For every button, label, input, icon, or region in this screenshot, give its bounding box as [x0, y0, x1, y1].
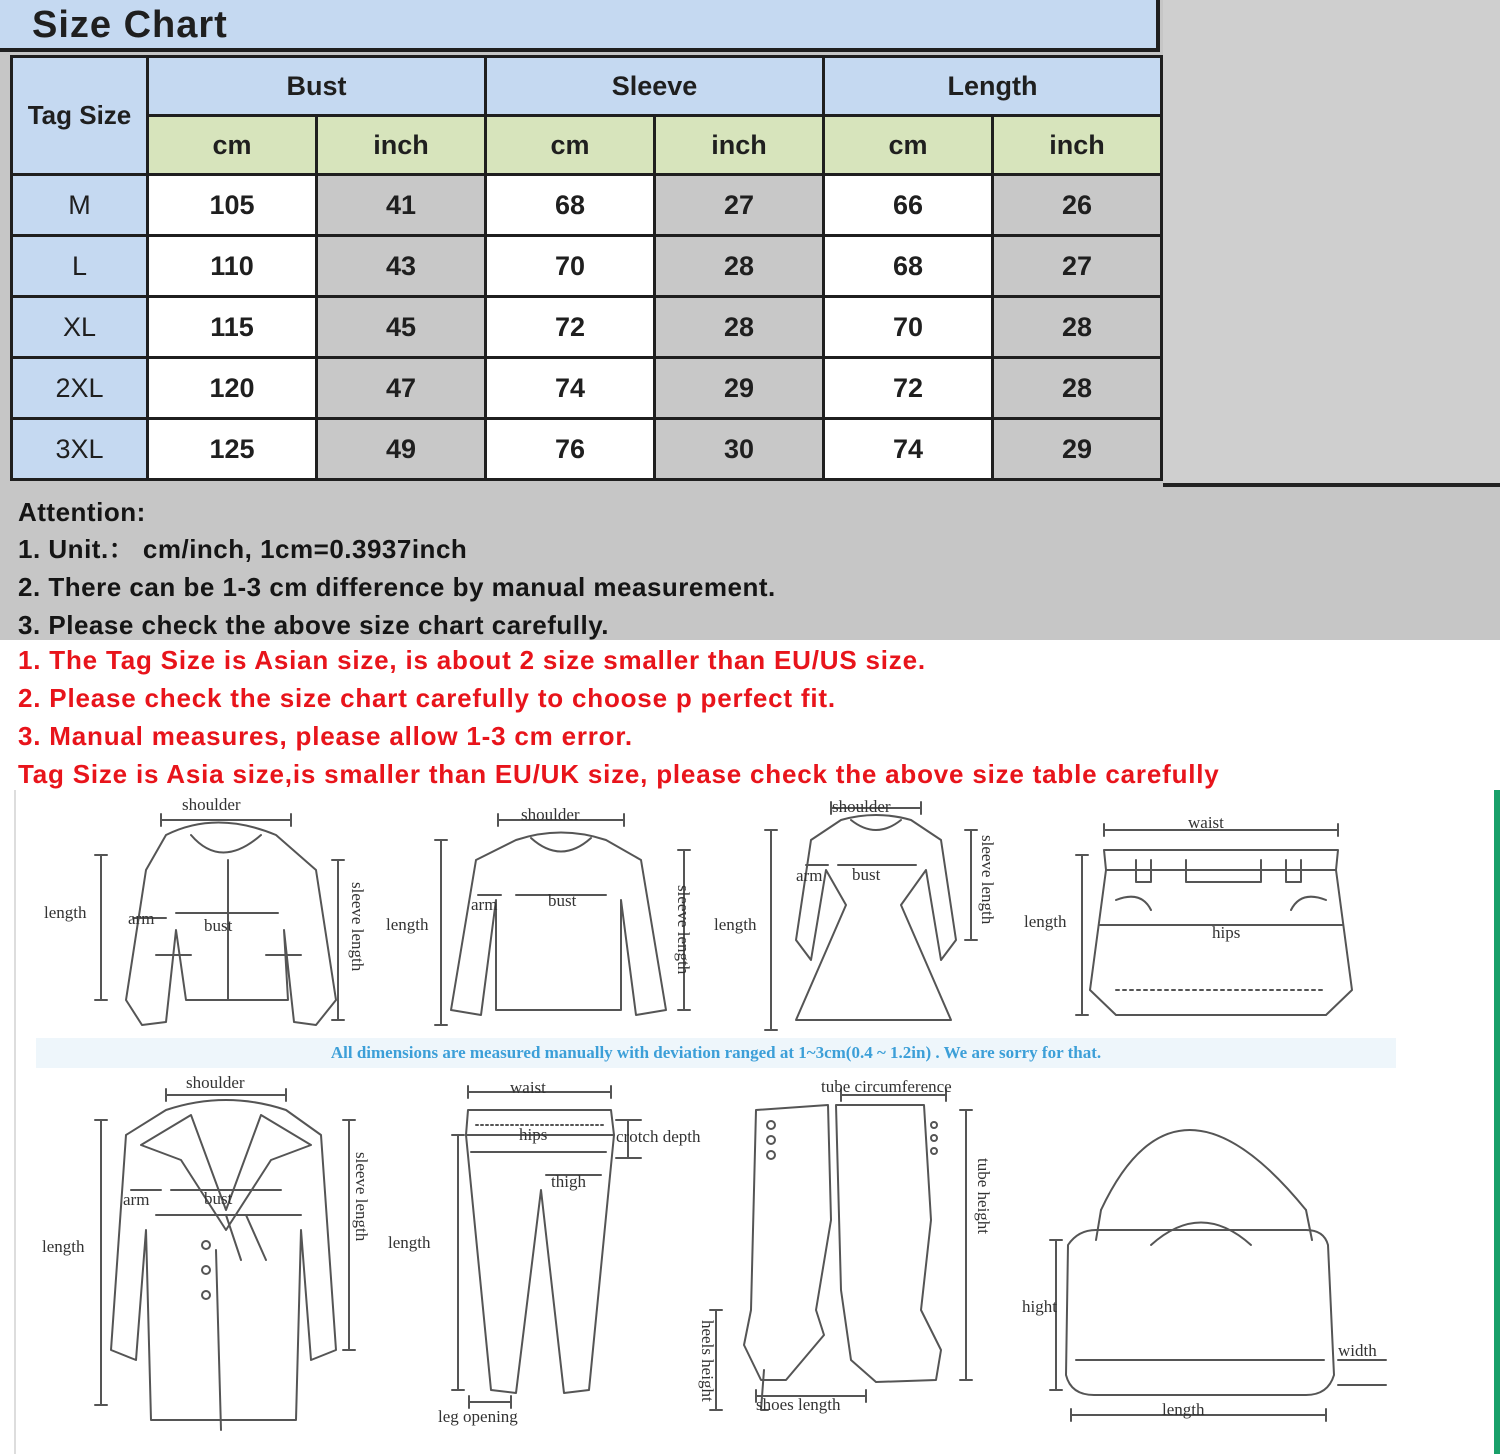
boots-icon	[710, 1089, 972, 1410]
note-line: Tag Size is Asia size,is smaller than EU/UK size, please check the above size table carefully	[18, 759, 1220, 789]
unit-header: cm	[824, 116, 993, 175]
size-cell: L	[12, 236, 148, 297]
deviation-note: All dimensions are measured manually with deviation ranged at 1~3cm(0.4 ~ 1.2in) . We are sorry for that.	[36, 1038, 1396, 1068]
value-cell: 105	[148, 175, 317, 236]
bag-hight-label: hight	[1022, 1297, 1057, 1316]
table-row	[12, 236, 1162, 297]
value-cell: 41	[317, 175, 486, 236]
table-row	[12, 297, 1162, 358]
value-cell: 27	[655, 175, 824, 236]
boots-shoes-label: shoes length	[756, 1395, 841, 1414]
dress-icon	[765, 802, 977, 1030]
attention-title: Attention:	[18, 497, 146, 527]
guide-illustrations	[16, 790, 1498, 1454]
green-edge	[1494, 790, 1500, 1454]
sleeve-header: Sleeve	[486, 57, 824, 116]
unit-header: cm	[148, 116, 317, 175]
attention-section	[18, 494, 1158, 644]
tshirt-bust-label: bust	[548, 891, 577, 910]
value-cell: 27	[993, 236, 1162, 297]
boots-heels-label: heels height	[698, 1320, 717, 1402]
value-cell: 49	[317, 419, 486, 480]
size-cell: XL	[12, 297, 148, 358]
value-cell: 70	[486, 236, 655, 297]
boots-tube-height-label: tube height	[974, 1158, 993, 1235]
value-cell: 30	[655, 419, 824, 480]
coat-bust-label: bust	[204, 1189, 233, 1208]
value-cell: 110	[148, 236, 317, 297]
skirt-length-label: length	[1024, 912, 1067, 931]
value-cell: 74	[486, 358, 655, 419]
value-cell: 43	[317, 236, 486, 297]
dress-length-label: length	[714, 915, 757, 934]
tshirt-length-label: length	[386, 915, 429, 934]
attention-line: 1. Unit.： cm/inch, 1cm=0.3937inch	[18, 534, 468, 564]
coat-length-label: length	[42, 1237, 85, 1256]
size-cell: 3XL	[12, 419, 148, 480]
skirt-waist-label: waist	[1188, 813, 1224, 832]
tshirt-icon	[435, 814, 690, 1025]
value-cell: 29	[655, 358, 824, 419]
table-row	[12, 175, 1162, 236]
value-cell: 26	[993, 175, 1162, 236]
value-cell: 72	[486, 297, 655, 358]
pants-crotch-label: crotch depth	[616, 1127, 701, 1146]
size-table	[10, 55, 1163, 481]
pants-length-label: length	[388, 1233, 431, 1252]
value-cell: 115	[148, 297, 317, 358]
bag-icon	[1050, 1130, 1386, 1421]
hoodie-shoulder-label: shoulder	[182, 795, 241, 814]
coat-icon	[95, 1089, 355, 1430]
tshirt-arm-label: arm	[471, 895, 498, 914]
boots-tube-label: tube circumference	[821, 1077, 952, 1096]
value-cell: 120	[148, 358, 317, 419]
value-cell: 28	[655, 297, 824, 358]
title-bar	[0, 0, 1160, 52]
unit-header: inch	[993, 116, 1162, 175]
value-cell: 28	[993, 358, 1162, 419]
attention-line: 2. There can be 1-3 cm difference by manual measurement.	[18, 572, 776, 602]
value-cell: 66	[824, 175, 993, 236]
hoodie-sleeve-label: sleeve length	[348, 882, 367, 972]
skirt-hips-label: hips	[1212, 923, 1241, 942]
right-gray-panel	[1163, 0, 1500, 487]
bust-header: Bust	[148, 57, 486, 116]
value-cell: 47	[317, 358, 486, 419]
value-cell: 68	[824, 236, 993, 297]
value-cell: 45	[317, 297, 486, 358]
value-cell: 28	[993, 297, 1162, 358]
value-cell: 29	[993, 419, 1162, 480]
dress-arm-label: arm	[796, 866, 823, 885]
dress-shoulder-label: shoulder	[832, 797, 891, 816]
value-cell: 125	[148, 419, 317, 480]
note-line: 1. The Tag Size is Asian size, is about 2 size smaller than EU/US size.	[18, 645, 926, 675]
hoodie-arm-label: arm	[128, 909, 155, 928]
value-cell: 28	[655, 236, 824, 297]
table-row	[12, 358, 1162, 419]
note-line: 2. Please check the size chart carefully to choose p perfect fit.	[18, 683, 836, 713]
red-notes	[18, 641, 1488, 793]
dress-sleeve-label: sleeve length	[978, 835, 997, 925]
value-cell: 70	[824, 297, 993, 358]
page-title: Size Chart	[32, 4, 228, 46]
pants-thigh-label: thigh	[551, 1172, 586, 1191]
unit-header: cm	[486, 116, 655, 175]
hoodie-bust-label: bust	[204, 916, 233, 935]
pants-hips-label: hips	[519, 1125, 548, 1144]
coat-sleeve-label: sleeve length	[352, 1152, 371, 1242]
tshirt-shoulder-label: shoulder	[521, 805, 580, 824]
bag-width-label: width	[1338, 1341, 1377, 1360]
size-cell: 2XL	[12, 358, 148, 419]
bag-length-label: length	[1162, 1400, 1205, 1419]
hoodie-length-label: length	[44, 903, 87, 922]
coat-shoulder-label: shoulder	[186, 1073, 245, 1092]
table-row	[12, 419, 1162, 480]
value-cell: 76	[486, 419, 655, 480]
pants-leg-label: leg opening	[438, 1407, 518, 1426]
tag-size-header: Tag Size	[12, 57, 148, 175]
dress-bust-label: bust	[852, 865, 881, 884]
attention-line: 3. Please check the above size chart carefully.	[18, 610, 609, 640]
tshirt-sleeve-label: sleeve length	[674, 885, 693, 975]
value-cell: 72	[824, 358, 993, 419]
value-cell: 74	[824, 419, 993, 480]
unit-header: inch	[317, 116, 486, 175]
measurement-guide	[14, 790, 1498, 1454]
pants-waist-label: waist	[510, 1078, 546, 1097]
unit-header: inch	[655, 116, 824, 175]
note-line: 3. Manual measures, please allow 1-3 cm error.	[18, 721, 633, 751]
skirt-icon	[1076, 824, 1352, 1015]
coat-arm-label: arm	[123, 1190, 150, 1209]
length-header: Length	[824, 57, 1162, 116]
size-cell: M	[12, 175, 148, 236]
value-cell: 68	[486, 175, 655, 236]
